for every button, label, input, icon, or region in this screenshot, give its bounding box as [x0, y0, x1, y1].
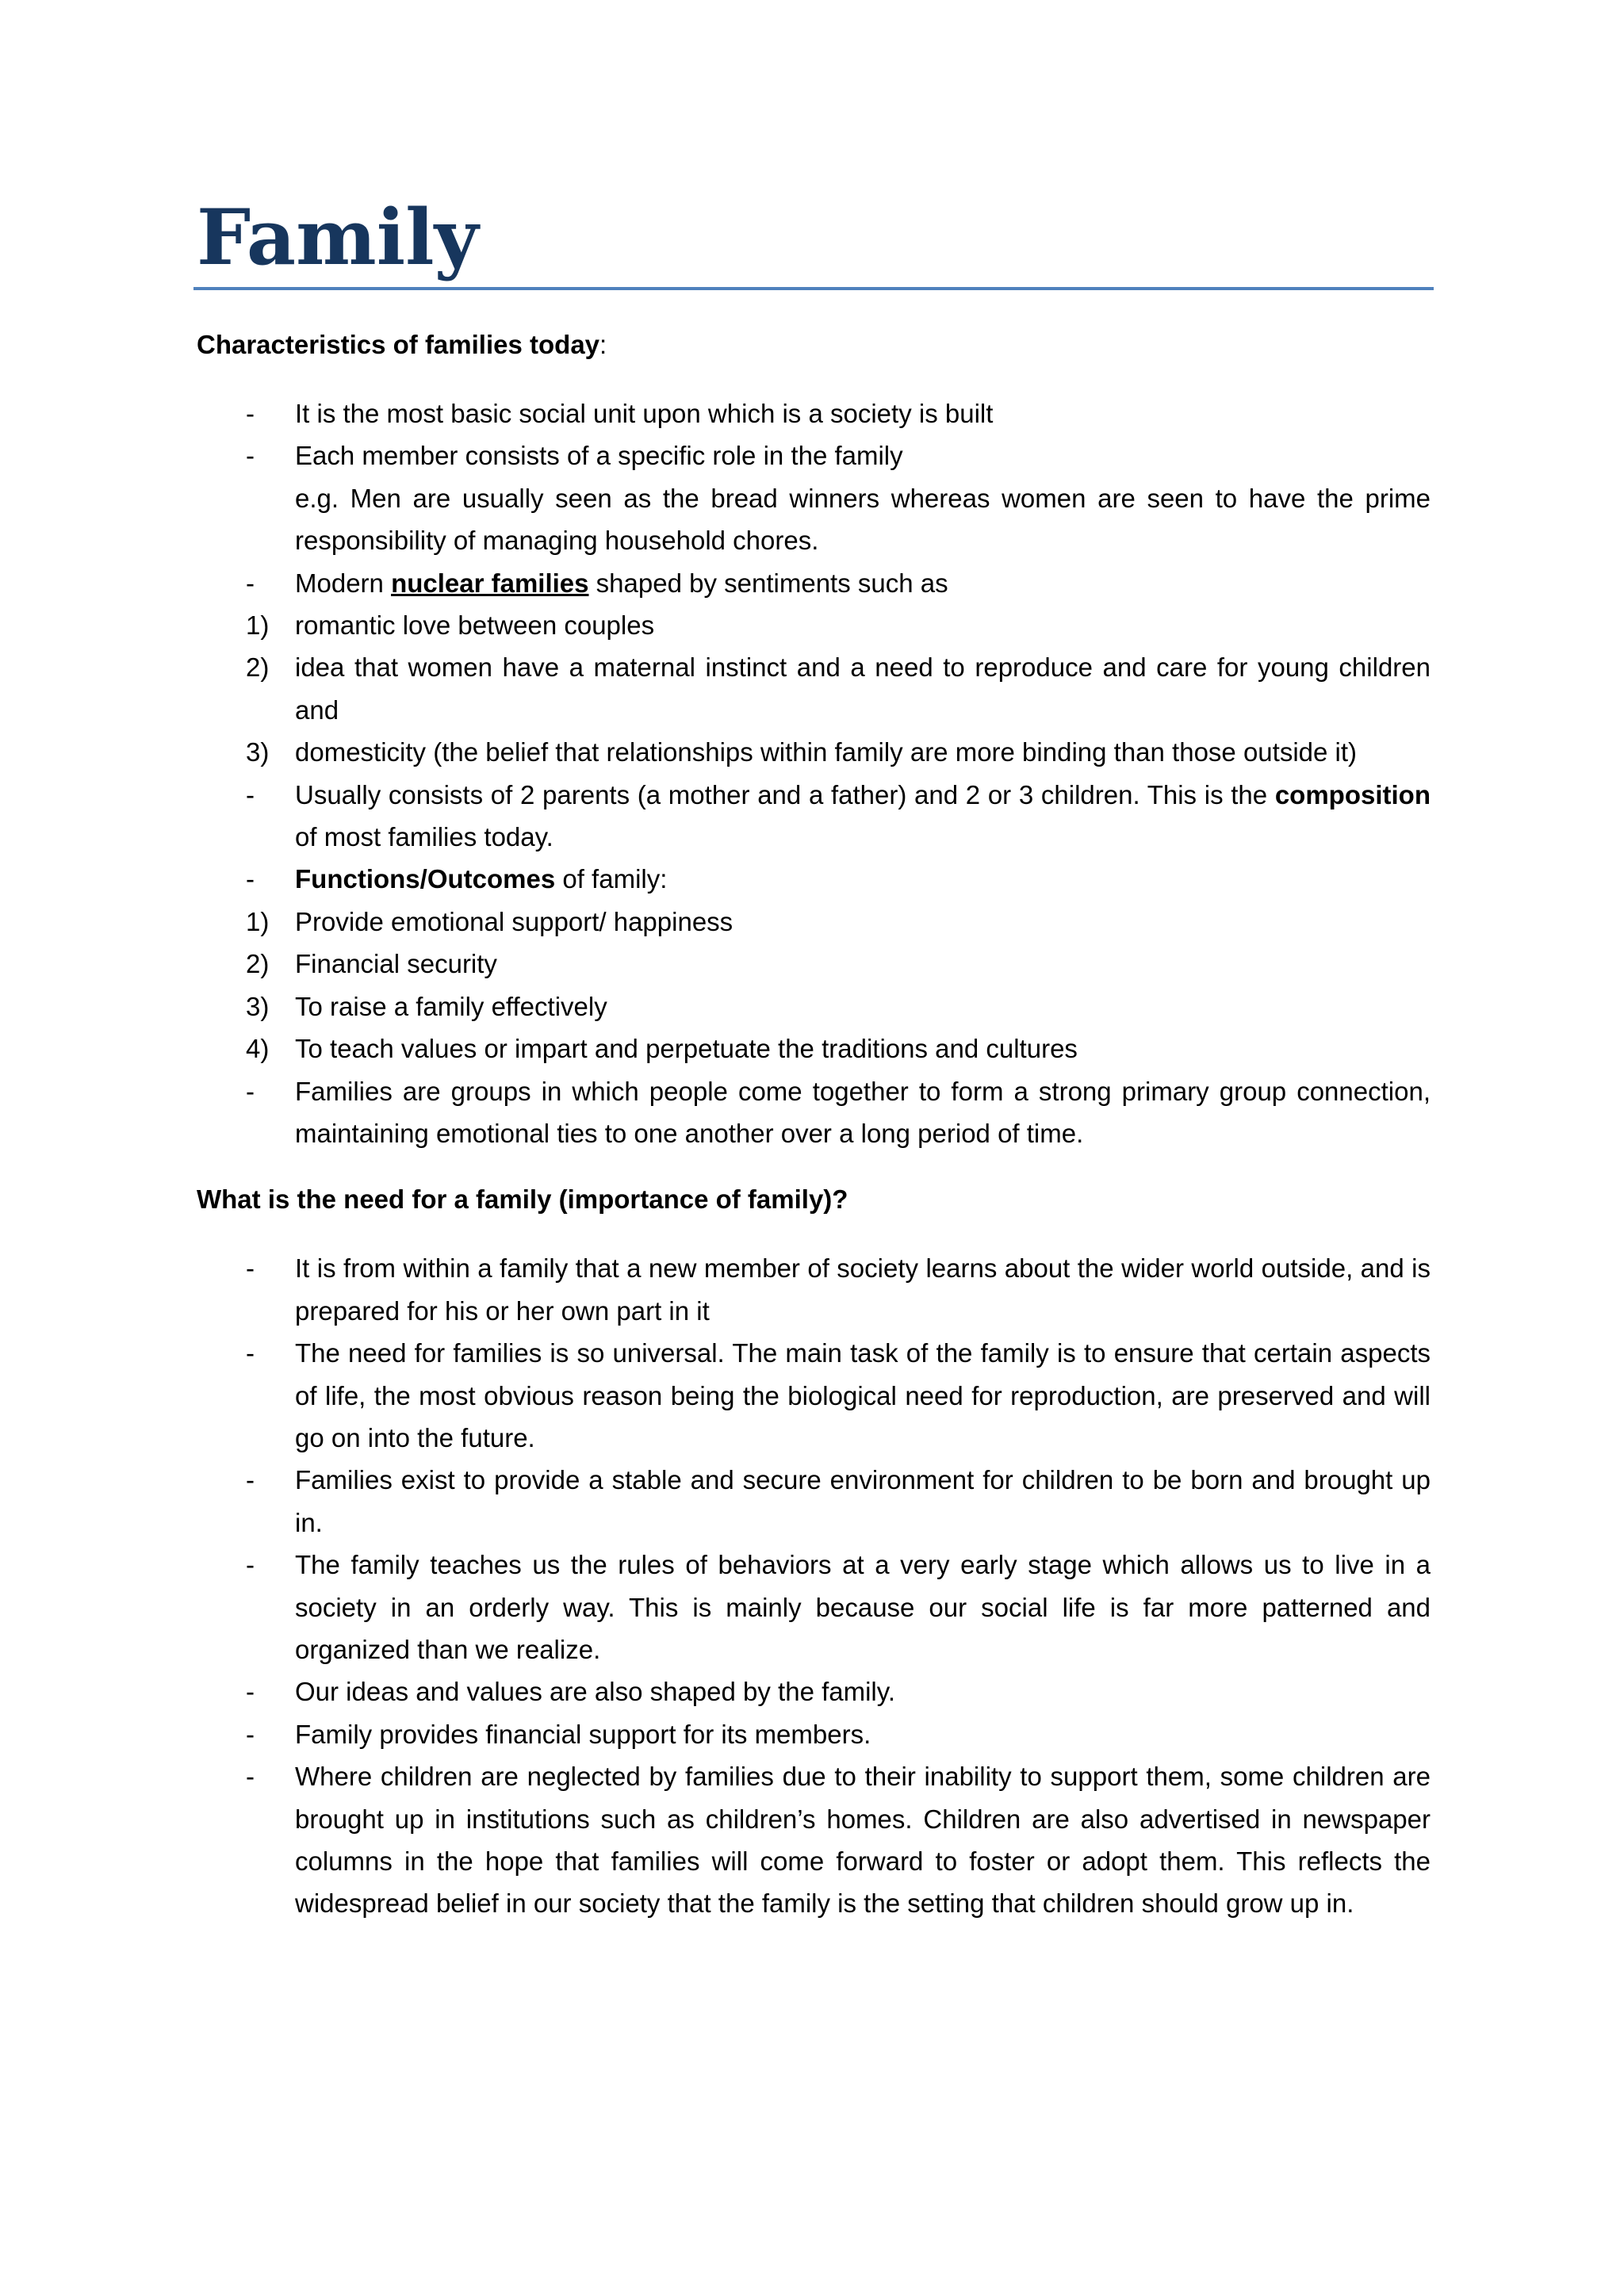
list-item-text-post: shaped by sentiments such as	[588, 568, 948, 598]
characteristics-list	[197, 392, 1431, 1154]
item-number: 3)	[246, 991, 270, 1021]
dash-bullet: -	[246, 1338, 255, 1368]
numbered-item-text: To teach values or impart and perpetuate the traditions and cultures	[295, 1034, 1078, 1064]
numbered-item	[246, 731, 1431, 773]
numbered-item-text: domesticity (the belief that relationships within family are more binding than those outside it)	[295, 737, 1358, 767]
heading-colon: :	[599, 330, 607, 359]
list-item	[197, 1459, 1431, 1544]
dash-bullet: -	[246, 1550, 255, 1580]
dash-bullet: -	[246, 1762, 255, 1792]
dash-bullet: -	[246, 779, 255, 809]
dash-bullet: -	[246, 1677, 255, 1707]
item-number: 1)	[246, 610, 270, 641]
list-item	[197, 392, 1431, 434]
dash-bullet: -	[246, 1719, 255, 1749]
dash-bullet: -	[246, 1253, 255, 1284]
item-number: 4)	[246, 1034, 270, 1064]
list-item-text-pre: Usually consists of 2 parents (a mother and a father) and 2 or 3 children. This is the	[295, 779, 1275, 809]
heading-text: Characteristics of families today	[197, 330, 600, 359]
section-heading-importance: What is the need for a family (importance of family)?	[197, 1184, 848, 1215]
functions-term: Functions/Outcomes	[295, 864, 556, 894]
list-item	[197, 774, 1431, 859]
numbered-item	[246, 943, 1431, 985]
list-item-text: Families exist to provide a stable and secure environment for children to be born and brought up in.	[295, 1465, 1431, 1537]
numbered-item-text: Provide emotional support/ happiness	[295, 906, 733, 936]
numbered-item-text: idea that women have a maternal instinct and a need to reproduce and care for young children and	[295, 652, 1431, 725]
numbered-item-text: romantic love between couples	[295, 610, 655, 641]
item-number: 2)	[246, 949, 270, 979]
dash-bullet: -	[246, 399, 255, 428]
list-item-text: The family teaches us the rules of behaviors at a very early stage which allows us to live in a society in an orderly way. This is mainly because our social life is far more patterned and organized than we realize.	[295, 1550, 1431, 1664]
composition-term: composition	[1274, 779, 1431, 809]
item-number: 2)	[246, 652, 270, 683]
numbered-item	[246, 646, 1431, 731]
numbered-item	[246, 985, 1431, 1027]
list-item-example: e.g. Men are usually seen as the bread winners whereas women are seen to have the prime responsibility of managing household chores.	[295, 483, 1431, 556]
list-item-text: It is from within a family that a new member of society learns about the wider world outside, and is prepared for his or her own part in it	[295, 1253, 1431, 1326]
list-item-text: Where children are neglected by families due to their inability to support them, some children are brought up in institutions such as children’s homes. Children are also advertised in newspaper columns in the hope that families will come forward to foster or adopt them. This reflects the widespread belief in our society that the family is the setting that children should grow up in.	[295, 1762, 1431, 1919]
dash-bullet: -	[246, 441, 255, 471]
dash-bullet: -	[246, 1465, 255, 1495]
dash-bullet: -	[246, 1076, 255, 1106]
numbered-item-text: Financial security	[295, 949, 497, 979]
item-number: 1)	[246, 906, 270, 936]
numbered-item	[246, 604, 1431, 646]
functions-list	[246, 901, 1431, 1070]
dash-bullet: -	[246, 568, 255, 598]
numbered-item	[246, 1027, 1431, 1070]
list-item-text-post: of family:	[555, 864, 668, 894]
list-item	[197, 1070, 1431, 1155]
list-item	[197, 1713, 1431, 1755]
numbered-item-text: To raise a family effectively	[295, 991, 607, 1021]
importance-list	[197, 1247, 1431, 1925]
document-page	[197, 190, 1431, 1925]
list-item-text: It is the most basic social unit upon which is a society is built	[295, 399, 994, 428]
list-item-text-post: of most families today.	[295, 822, 553, 852]
list-item-text: Each member consists of a specific role in the family	[295, 441, 903, 471]
list-item-text: Family provides financial support for its members.	[295, 1719, 871, 1749]
sentiments-list	[246, 604, 1431, 774]
list-item	[197, 562, 1431, 774]
list-item	[197, 1755, 1431, 1925]
page-title: Family	[193, 200, 1434, 290]
list-item	[197, 1544, 1431, 1670]
item-number: 3)	[246, 737, 270, 767]
section-heading-characteristics	[197, 323, 1431, 365]
list-item	[197, 858, 1431, 1070]
list-item	[197, 1670, 1431, 1712]
list-item-text-pre: Modern	[295, 568, 392, 598]
list-item-text: Our ideas and values are also shaped by the family.	[295, 1677, 895, 1707]
list-item	[197, 434, 1431, 561]
nuclear-families-term: nuclear families	[391, 568, 589, 598]
dash-bullet: -	[246, 864, 255, 894]
list-item	[197, 1247, 1431, 1332]
numbered-item	[246, 901, 1431, 943]
list-item-text: Families are groups in which people come together to form a strong primary group connection, maintaining emotional ties to one another over a long period of time.	[295, 1076, 1431, 1148]
list-item-text: The need for families is so universal. The main task of the family is to ensure that certain aspects of life, the most obvious reason being the biological need for reproduction, are preserved and will go on into the future.	[295, 1338, 1431, 1452]
list-item	[197, 1332, 1431, 1459]
